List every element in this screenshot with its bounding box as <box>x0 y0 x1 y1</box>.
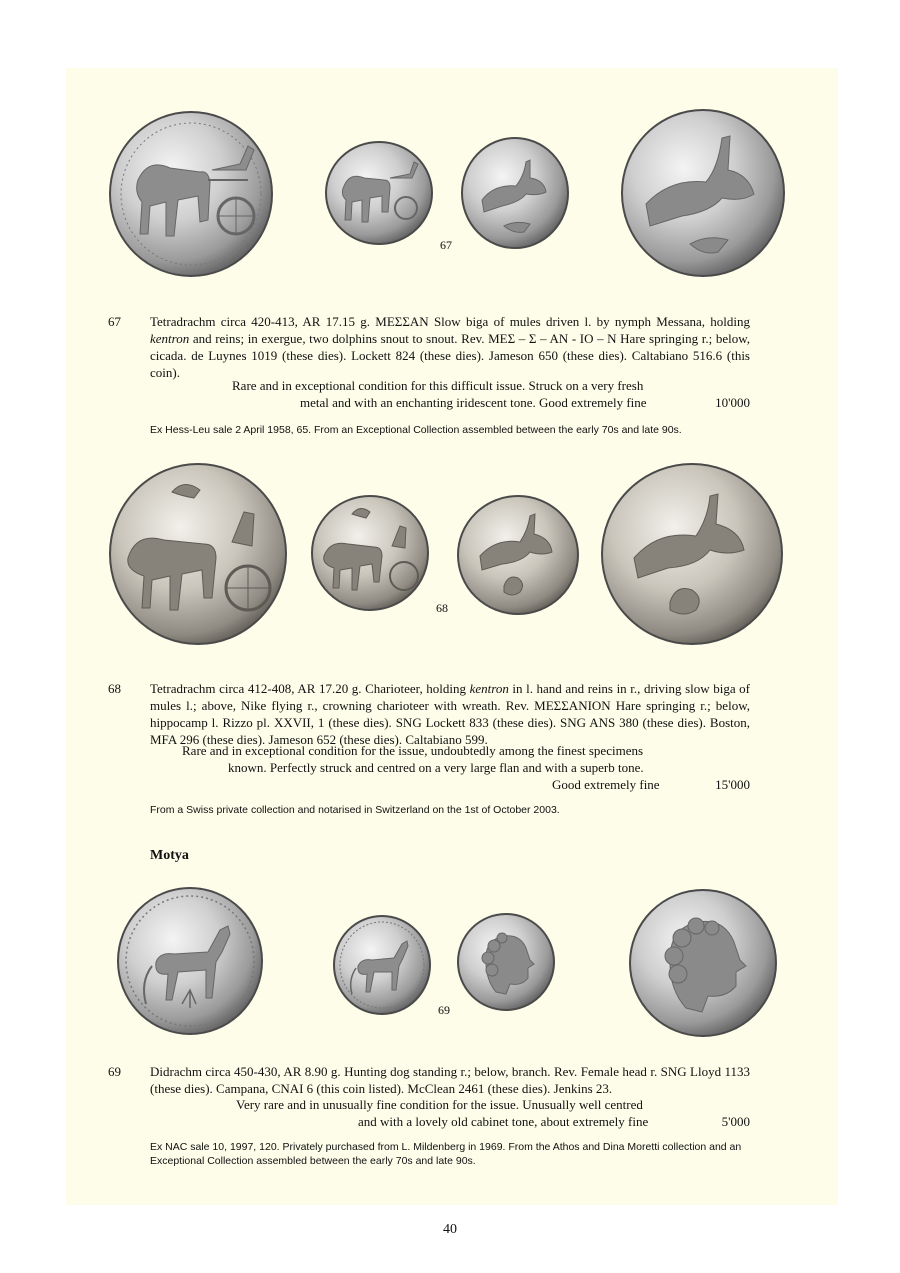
condition-line: metal and with an enchanting iridescent tone. Good extremely fine <box>300 395 647 410</box>
provenance-note: From a Swiss private collection and notarised in Switzerland on the 1st of October 2003. <box>150 804 560 816</box>
coin-69-reverse-large <box>628 888 778 1038</box>
coin-67-reverse-large <box>620 108 786 278</box>
lot-description: Tetradrachm circa 420-413, AR 17.15 g. ΜΕΣΣΑΝ Slow biga of mules driven l. by nymph Messana, holding kentron and reins; in exergue, two dolphins snout to snout. Rev. ΜΕΣ – Σ – ΑΝ - ΙΟ – Ν Hare springing r.; below, cicada. de Luynes 1019 (these dies). Lockett 824 (these dies). Jameson 650 (these dies). Caltabiano 516.6 (this coin). <box>150 314 750 380</box>
lot-number: 67 <box>108 314 121 329</box>
condition-line: Rare and in exceptional condition for this difficult issue. Struck on a very fresh <box>232 378 644 393</box>
coin-68-obverse <box>310 494 430 612</box>
lot-description: Didrachm circa 450-430, AR 8.90 g. Hunting dog standing r.; below, branch. Rev. Female head r. SNG Lloyd 1133 (these dies). Campana, CNAI 6 (this coin listed). McClean 2461 (these dies). Jenkins 23. <box>150 1064 750 1096</box>
estimate-price: 5'000 <box>721 1114 750 1129</box>
provenance-note: Ex Hess-Leu sale 2 April 1958, 65. From an Exceptional Collection assembled between the early 70s and late 90s. <box>150 424 682 436</box>
estimate-price: 15'000 <box>715 777 750 792</box>
coin-67-obverse <box>324 140 434 246</box>
estimate-price: 10'000 <box>715 395 750 410</box>
coin-67-reverse <box>460 136 570 250</box>
figure-number: 67 <box>440 238 452 252</box>
condition-line: Very rare and in unusually fine condition for the issue. Unusually well centred <box>236 1097 643 1112</box>
coin-68-obverse-large <box>108 462 288 646</box>
coin-69-reverse <box>456 912 556 1012</box>
coin-67-obverse-large <box>108 110 274 278</box>
coin-69-obverse-large <box>116 886 264 1036</box>
lot-number: 68 <box>108 681 121 696</box>
condition-line: Rare and in exceptional condition for the issue, undoubtedly among the finest specimens <box>182 743 644 758</box>
coin-68-reverse-large <box>600 462 784 646</box>
coin-68-reverse <box>456 494 580 616</box>
figure-number: 68 <box>436 601 448 615</box>
lot-number: 69 <box>108 1064 121 1079</box>
condition-line: Good extremely fine <box>552 777 660 792</box>
condition-line: known. Perfectly struck and centred on a very large flan and with a superb tone. <box>228 760 644 775</box>
provenance-note: Ex NAC sale 10, 1997, 120. Privately purchased from L. Mildenberg in 1969. From the Athos and Dina Moretti collection and an Exceptional Collection assembled between the early 70s and late 90s. <box>150 1141 742 1167</box>
section-heading: Motya <box>150 848 189 863</box>
coin-69-obverse <box>332 914 432 1016</box>
figure-number: 69 <box>438 1003 450 1017</box>
lot-description: Tetradrachm circa 412-408, AR 17.20 g. Charioteer, holding kentron in l. hand and reins in r., driving slow biga of mules l.; above, Nike flying r., crowning charioteer with wreath. Rev. ΜΕΣΣΑΝΙΟΝ Hare springing r.; below, hippocamp l. Rizzo pl. XXVII, 1 (these dies). SNG Lockett 833 (these dies). SNG ANS 380 (these dies). Boston, MFA 296 (these dies). Jameson 652 (these dies). Caltabiano 599. <box>150 681 750 747</box>
condition-line: and with a lovely old cabinet tone, about extremely fine <box>358 1114 649 1129</box>
page-number: 40 <box>443 1222 457 1237</box>
